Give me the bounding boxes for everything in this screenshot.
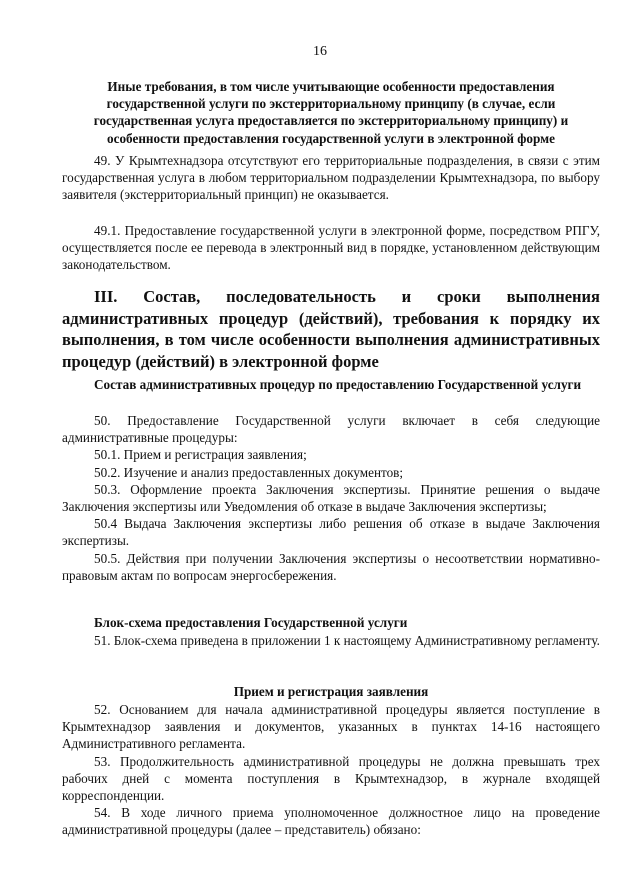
- section-3-heading-text: III. Состав, последовательность и сроки выполнения административных процедур (действий), требования к порядку их выполнения, в том числе особенности выполнения административных процедур (действий) в электронной форме: [62, 287, 600, 371]
- subheading-block-scheme: [62, 614, 600, 631]
- paragraph-50-3: 50.3. Оформление проекта Заключения экспертизы. Принятие решения о выдаче Заключения экспертизы или Уведомления об отказе в выдаче Заключения экспертизы;: [62, 481, 600, 515]
- subheading-procedures: [62, 376, 600, 393]
- subheading-procedures-text: Состав административных процедур по предоставлению Государственной услуги: [94, 377, 582, 392]
- subheading-reception: Прием и регистрация заявления: [233, 684, 429, 699]
- paragraph-51-text: 51. Блок-схема приведена в приложении 1 к настоящему Административному регламенту.: [94, 633, 600, 648]
- procedures-list: [62, 412, 600, 584]
- reception-paragraphs: [62, 701, 600, 839]
- subheading-block-scheme-text: Блок-схема предоставления Государственной услуги: [94, 615, 408, 630]
- paragraph-49-1-text: 49.1. Предоставление государственной услуги в электронной форме, посредством РПГУ, осуществляется после ее перевода в электронный вид в порядке, установленном действующим законодательством.: [62, 223, 600, 273]
- paragraph-53: 53. Продолжительность административной процедуры не должна превышать трех рабочих дней с момента поступления в Крымтехнадзор, в журнале входящей корреспонденции.: [62, 753, 600, 804]
- paragraph-51: [62, 632, 600, 649]
- section-3-heading: [62, 286, 600, 372]
- paragraph-49-text: 49. У Крымтехнадзора отсутствуют его территориальные подразделения, в связи с этим государственная услуга в любом территориальном подразделении Крымтехнадзора, по выбору заявителя (экстерриториальный принцип) не оказывается.: [62, 153, 600, 203]
- paragraph-49: [62, 152, 600, 204]
- page-number: 16: [313, 44, 327, 59]
- paragraph-50-2: 50.2. Изучение и анализ предоставленных документов;: [94, 464, 404, 480]
- paragraph-52: 52. Основанием для начала административной процедуры является поступление в Крымтехнадзор заявления и документов, указанных в пунктах 14-16 настоящего Административного регламента.: [62, 702, 600, 752]
- paragraph-50-5: 50.5. Действия при получении Заключения экспертизы о несоответствии нормативно-правовым актам по вопросам энергосбережения.: [62, 550, 600, 583]
- paragraph-50-1: 50.1. Прием и регистрация заявления;: [94, 447, 307, 463]
- paragraph-49-1: [62, 222, 600, 274]
- paragraph-50-4: 50.4 Выдача Заключения экспертизы либо решения об отказе в выдаче Заключения экспертизы.: [62, 516, 600, 549]
- paragraph-54: 54. В ходе личного приема уполномоченное должностное лицо на проведение административной процедуры (далее – представитель) обязано:: [62, 805, 600, 838]
- heading-other-requirements: Иные требования, в том числе учитывающие особенности предоставления государственной услуги по экстерриториальному принципу (в случае, если государственная услуга предоставляется по экстерриториальному принципу) и особенности предоставления государственной услуги в электронной форме: [93, 79, 569, 146]
- paragraph-50: 50. Предоставление Государственной услуги включает в себя следующие административные процедуры:: [62, 413, 600, 446]
